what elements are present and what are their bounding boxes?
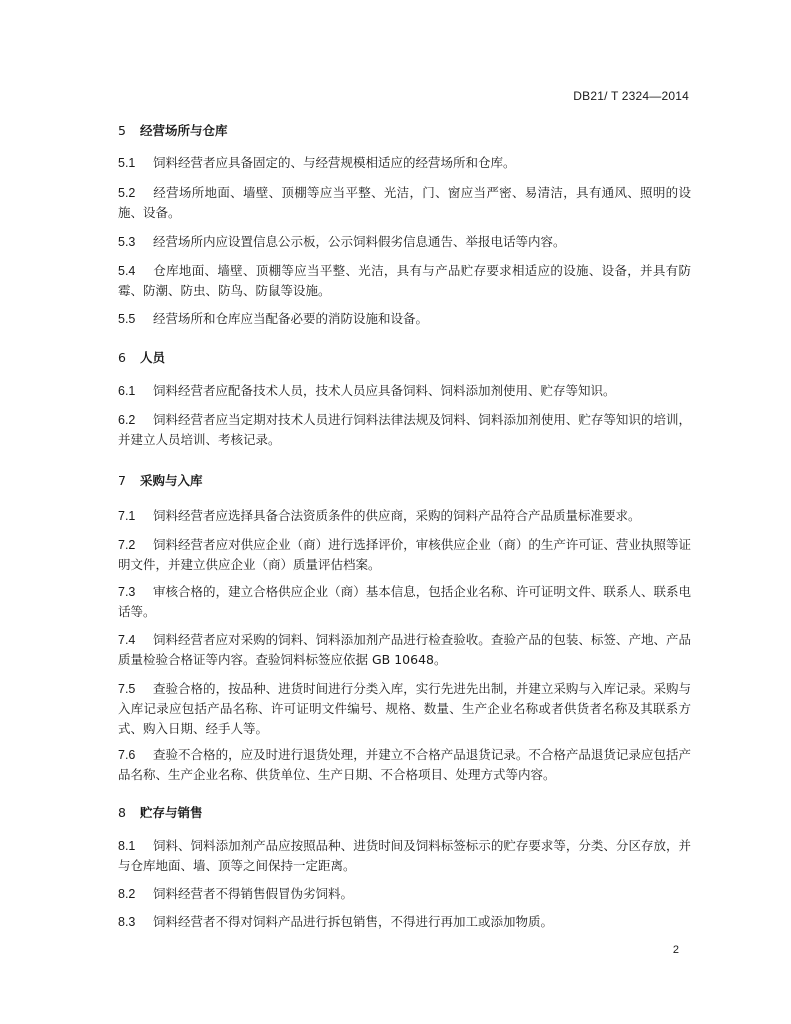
clause: 6.1 饲料经营者应配备技术人员，技术人员应具备饲料、饲料添加剂使用、贮存等知识。: [118, 383, 616, 398]
clause: 5.1 饲料经营者应具备固定的、与经营规模相适应的经营场所和仓库。: [118, 155, 516, 170]
clause: 5.4 仓库地面、墙壁、顶棚等应当平整、光洁，具有与产品贮存要求相适应的设施、设备，并具有防霉、防潮、防虫、防鸟、防鼠等设施。: [118, 263, 691, 298]
clause: 7.4 饲料经营者应对采购的饲料、饲料添加剂产品进行检查验收。查验产品的包装、标签、产地、产品质量检验合格证等内容。查验饲料标签应依据 GB 10648。: [118, 632, 691, 667]
section-heading: 6 人员: [118, 350, 166, 365]
clause: 5.2 经营场所地面、墙壁、顶棚等应当平整、光洁，门、窗应当严密、易清洁，具有通风、照明的设施、设备。: [118, 185, 691, 220]
clause: 5.5 经营场所和仓库应当配备必要的消防设施和设备。: [118, 311, 429, 326]
section-heading: 7 采购与入库: [118, 473, 203, 488]
clause: 7.3 审核合格的，建立合格供应企业（商）基本信息，包括企业名称、许可证明文件、联系人、联系电话等。: [118, 584, 691, 619]
clause: 7.6 查验不合格的，应及时进行退货处理，并建立不合格产品退货记录。不合格产品退货记录应包括产品名称、生产企业名称、供货单位、生产日期、不合格项目、处理方式等内容。: [118, 747, 691, 782]
document-code: DB21/ T 2324—2014: [573, 89, 689, 103]
clause: 8.1 饲料、饲料添加剂产品应按照品种、进货时间及饲料标签标示的贮存要求等，分类、分区存放，并与仓库地面、墙、顶等之间保持一定距离。: [118, 838, 691, 873]
section-heading: 8 贮存与销售: [118, 805, 203, 820]
clause: 6.2 饲料经营者应当定期对技术人员进行饲料法律法规及饲料、饲料添加剂使用、贮存等知识的培训，并建立人员培训、考核记录。: [118, 412, 691, 447]
clause: 7.1 饲料经营者应选择具备合法资质条件的供应商，采购的饲料产品符合产品质量标准要求。: [118, 508, 641, 523]
clause: 7.5 查验合格的，按品种、进货时间进行分类入库，实行先进先出制，并建立采购与入库记录。采购与入库记录应包括产品名称、许可证明文件编号、规格、数量、生产企业名称或者供货者名称及其联系方式、购入日期、经手人等。: [118, 681, 691, 736]
section-heading: 5 经营场所与仓库: [118, 123, 228, 138]
page-number: 2: [672, 944, 679, 956]
clause: 7.2 饲料经营者应对供应企业（商）进行选择评价，审核供应企业（商）的生产许可证、营业执照等证明文件，并建立供应企业（商）质量评估档案。: [118, 537, 691, 572]
clause: 8.3 饲料经营者不得对饲料产品进行拆包销售，不得进行再加工或添加物质。: [118, 914, 554, 929]
clause: 8.2 饲料经营者不得销售假冒伪劣饲料。: [118, 886, 354, 901]
clause: 5.3 经营场所内应设置信息公示板，公示饲料假劣信息通告、举报电话等内容。: [118, 234, 566, 249]
